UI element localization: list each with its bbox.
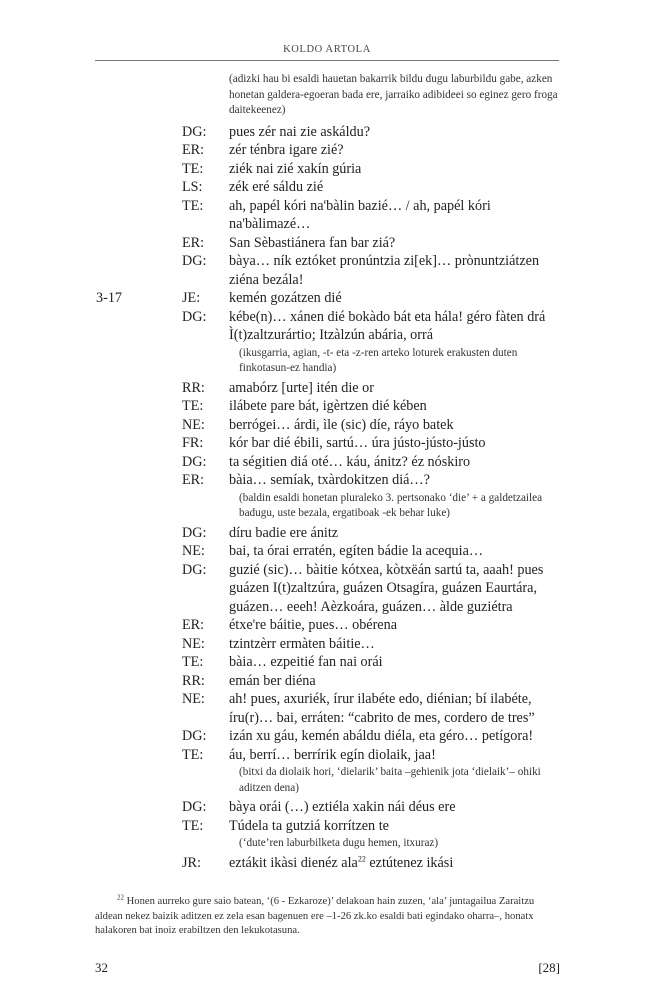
transcript-line [0,141,569,160]
speaker-code: JR: [182,854,201,871]
speaker-code: DG: [182,453,207,470]
speaker-code: DG: [182,253,207,269]
top-note: (adizki hau bi esaldi hauetan bakarrik bildu dugu laburbildu gabe, azken honetan galdera-egoeran bada ere, jarraiko adibideei so eginez gero froga daitekeenez) [229,73,558,116]
page-number: 32 [95,960,108,975]
speaker-code: TE: [182,160,204,177]
footnote [95,895,561,939]
utterance-text: zér ténbra igare zié? [229,142,344,158]
utterance-text: kemén gozátzen dié [229,290,342,306]
speaker-code: JE: [182,290,201,306]
utterance-text: ah, papél kóri na'bàlin bazié… / ah, papél kóri na'bàlimazé… [229,197,491,232]
speaker-code: DG: [182,123,207,140]
transcript-line [0,635,569,654]
utterance-text: amabórz [urte] itén die or [229,379,374,396]
transcript-line [0,197,569,234]
speaker-code: DG: [182,524,207,541]
editorial-note: (‘dute’ren laburbilketa dugu hemen, itxuraz) [239,837,439,849]
transcript-line [0,653,569,672]
speaker-code: DG: [182,799,207,815]
speaker-code: RR: [182,672,205,689]
transcript-line [0,817,569,852]
speaker-code: FR: [182,435,204,451]
footnote-number: 22 [117,893,124,902]
utterance-text: bai, ta órai erratén, egíten bádie la acequia… [229,543,484,559]
utterance-text: izán xu gáu, kemén abáldu diéla, eta géro… petígora! [229,728,534,744]
transcript-line [0,397,569,416]
editorial-note: (bitxi da diolaik hori, ‘dielarik’ baita –gehienik jota ‘dielaik’– ohiki aditzen dena) [239,766,541,794]
utterance-text: étxe're báitie, pues… obérena [229,617,397,633]
header-rule [95,60,559,61]
speaker-code: DG: [182,561,207,578]
speaker-code: NE: [182,416,205,433]
utterance-text: áu, berrí… berrírik egín diolaik, jaa! [229,746,436,763]
utterance-text: zék eré sáldu zié [229,179,324,195]
utterance-text: ah! pues, axuriék, írur ilabéte edo, diénian; bí ilabéte, íru(r)… bai, erráten: “cabrito de mes, cordero de tres” [229,691,535,726]
speaker-code: TE: [182,197,204,214]
speaker-code: LS: [182,179,203,195]
utterance-text: Túdela ta gutziá korrítzen te [229,817,389,834]
transcript-lines [0,123,645,873]
transcript-line [0,542,569,561]
speaker-code: NE: [182,635,205,652]
utterance-text: pues zér nai zie askáldu? [229,123,371,140]
page-number-original: [28] [538,960,560,975]
editorial-note: (ikusgarria, agian, -t- eta -z-ren arteko loturek erakusten duten finkotasun-ez handia) [239,346,518,374]
utterance-text: ilábete pare bát, igèrtzen dié kében [229,398,427,414]
transcript-line [0,561,569,617]
utterance-text: kór bar dié ébili, sartú… úra jústo-jústo-jústo [229,435,486,451]
editorial-note: (baldin esaldi honetan pluraleko 3. pertsonako ‘die’ + a galdetzailea badugu, uste bezala, ergatiboak -ek behar luke) [239,491,543,519]
transcript-body [0,72,645,872]
utterance-text: tzintzèrr ermàten báitie… [229,635,375,652]
transcript-line [0,453,569,472]
speaker-code: TE: [182,746,204,763]
transcript-line [0,234,569,253]
transcript-line [0,727,569,746]
speaker-code: DG: [182,308,207,325]
transcript-line [0,123,569,142]
utterance-text: eztákit ikàsi dienéz ala [229,854,358,871]
utterance-text: bàya… ník eztóket pronúntzia zi[ek]… prònuntziátzen ziéna bezála! [229,253,540,288]
transcript-line [0,416,569,435]
transcript-line [0,379,569,398]
transcript-line [0,471,569,522]
running-header: KOLDO ARTOLA [283,44,371,55]
speaker-code: ER: [182,472,205,488]
footnote-reference: 22 [357,853,366,863]
transcript-line [0,178,569,197]
transcript-line [0,434,569,453]
speaker-code: RR: [182,379,205,396]
utterance-text: berrógei… árdi, ìle (sic) díe, ráyo batek [229,416,454,433]
transcript-line [0,746,569,797]
transcript-line [0,672,569,691]
speaker-code: ER: [182,234,205,251]
transcript-line [0,160,569,179]
transcript-line [0,524,569,543]
utterance-text: bàia… semíak, txàrdokitzen diá…? [229,472,430,488]
utterance-text: emán ber diéna [229,672,316,689]
transcript-line [0,690,569,727]
utterance-text: San Sèbastiánera fan bar ziá? [229,234,396,251]
utterance-text: díru badie ere ánitz [229,524,339,541]
transcript-line [0,308,569,377]
transcript-line [0,798,569,817]
transcript-line [0,616,569,635]
margin-reference: 3-17 [96,290,123,306]
speaker-code: TE: [182,817,204,834]
footnote-text: Honen aurreko gure saio batean, ‘(6 - Ezkaroze)’ delakoan hain zuzen, ‘ala’ juntagailua Zaraitzu aldean nekez baizik aditzen ez zela esan bagenuen ere –1-26 zk.ko esaldi bati egindako oharra–, honatx halakoren bat inoiz erabiltzen den lekukotasuna. [95,896,535,936]
transcript-line [0,289,569,308]
utterance-text: guzié (sic)… bàitie kótxea, kòtxëán sartú ta, aaah! pues guázen I(t)zaltzúra, guázen Otsagíra, guázen Eaurtára, guázen… eeeh! Aèzkoára, guázen… àlde guziétra [229,561,544,615]
speaker-code: ER: [182,142,205,158]
transcript-line [0,252,569,289]
utterance-text: bàia… ezpeitié fan nai orái [229,654,383,670]
speaker-code: DG: [182,728,207,744]
speaker-code: NE: [182,691,205,707]
utterance-text: ta ségitien diá oté… káu, ánitz? éz nóskiro [229,453,471,470]
speaker-code: TE: [182,654,204,670]
speaker-code: TE: [182,398,204,414]
utterance-text: kébe(n)… xánen dié bokàdo bát eta hála! géro fàten drá Ì(t)zaltzurártio; Itzàlzún abária, orrá [229,308,546,343]
utterance-text: bàya orái (…) eztiéla xakin nái déus ere [229,799,456,815]
speaker-code: NE: [182,543,205,559]
utterance-text-continued: eztútenez ikási [365,854,454,871]
utterance-text: ziék nai zié xakín gúria [229,160,362,177]
transcript-line [0,854,569,873]
speaker-code: ER: [182,617,205,633]
